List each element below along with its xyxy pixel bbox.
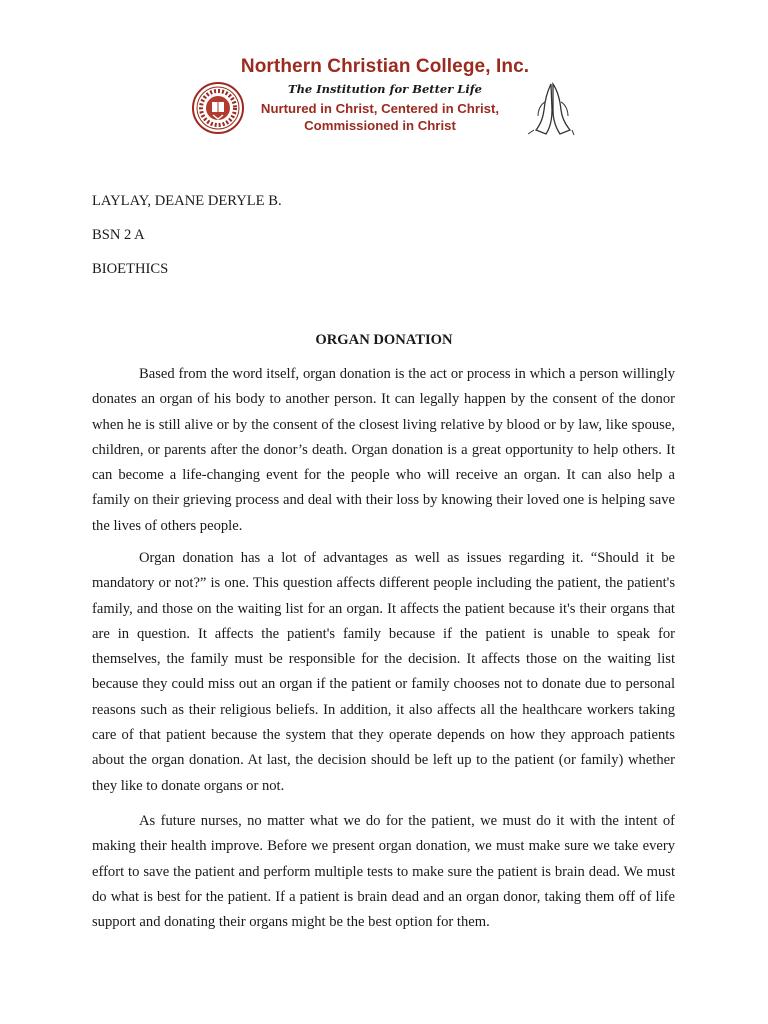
college-tagline: The Institution for Better Life bbox=[288, 82, 482, 96]
letterhead bbox=[190, 52, 582, 142]
paragraph-3: As future nurses, no matter what we do for the patient, we must do it with the intent of making their health improve. Before we present organ donation, we must make sure we take every effort to save the patient and perform multiple tests to make sure the patient is brain dead. We must do what is best for the patient. If a patient is brain dead and an organ donor, taking them off of life support and donating their organs might be the best option for them. bbox=[92, 813, 675, 931]
document-title: ORGAN DONATION bbox=[315, 332, 453, 348]
subject-label: BIOETHICS bbox=[92, 261, 169, 277]
college-motto-line1: Nurtured in Christ, Centered in Christ, bbox=[260, 101, 500, 116]
paragraph-1: Based from the word itself, organ donation is the act or process in which a person willingly donates an organ of his body to another person. It can legally happen by the consent of the donor when he is still alive or by the consent of the closest living relative by blood or by law, like spouse, children, or parents after the donor’s death. Organ donation is a great opportunity to help others. It can become a life-changing event for the people who will receive an organ. It can also help a family on their grieving process and deal with their loss by knowing their loved one is helping save the lives of others people. bbox=[92, 366, 675, 534]
paragraph-2: Organ donation has a lot of advantages as well as issues regarding it. “Should it be mandatory or not?” is one. This question affects different people including the patient, the patient's family, and those on the waiting list for an organ. It affects the patient because it's their organs that are in question. It affects the patient's family because if the patient is unable to speak for themselves, the family must be responsible for the decision. It affects those on the waiting list because they could miss out an organ if the patient or family chooses not to donate due to personal reasons such as their religious beliefs. In addition, it also affects all the healthcare workers taking care of that patient because the system that they operate depends on how they approach patients about the organ donation. At last, the decision should be left up to the patient (or family) whether they like to donate organs or not. bbox=[92, 550, 675, 794]
student-section: BSN 2 A bbox=[92, 227, 145, 243]
student-name: LAYLAY, DEANE DERYLE B. bbox=[92, 193, 282, 209]
praying-hands-icon bbox=[524, 80, 576, 136]
college-name: Northern Christian College, Inc. bbox=[240, 56, 530, 77]
college-motto-line2: Commissioned in Christ bbox=[304, 118, 456, 133]
